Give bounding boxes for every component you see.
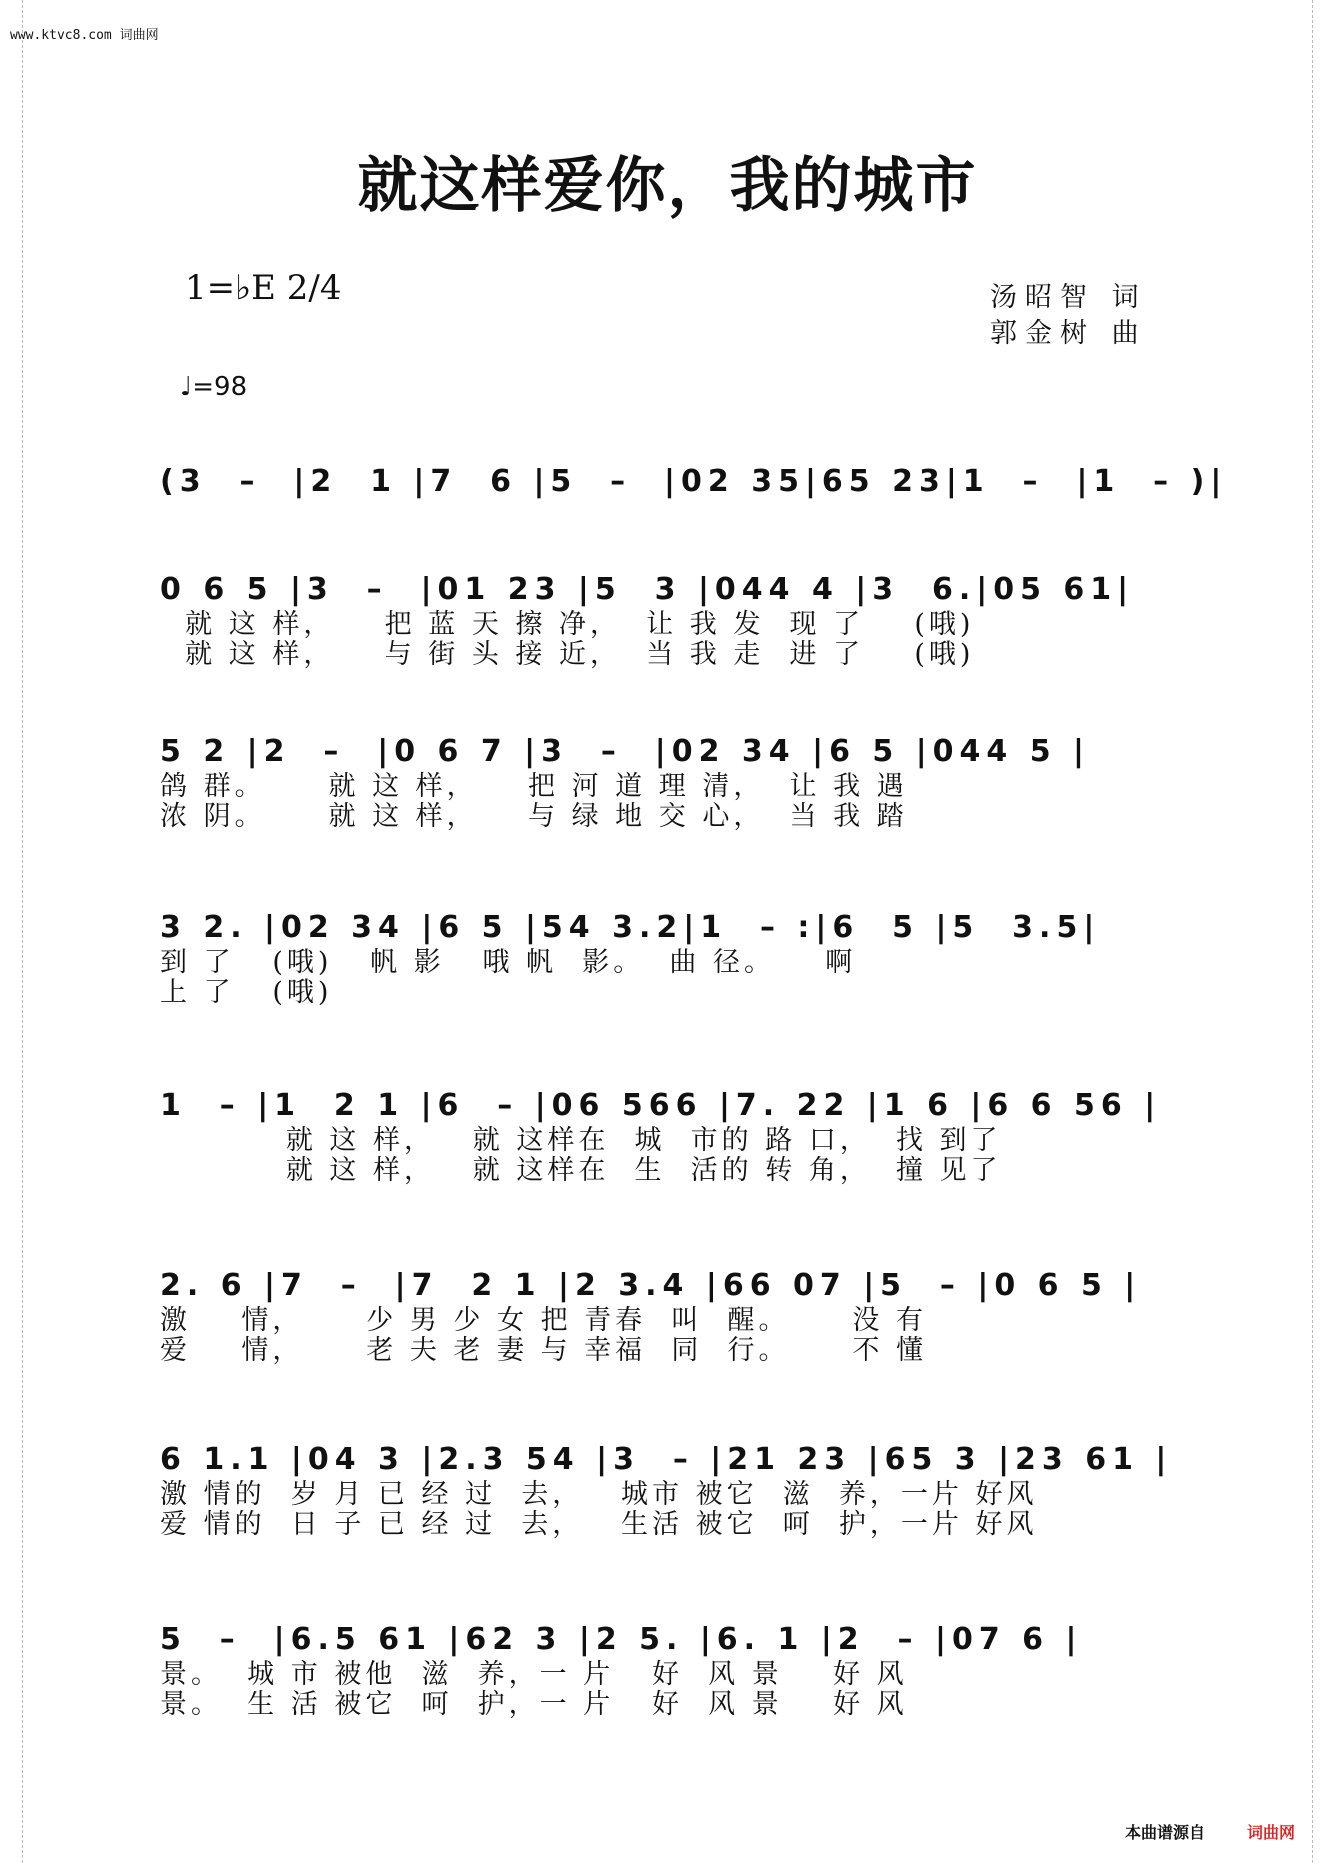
notes-line: (3 – |2 1 |7 6 |5 – |02 35|65 23|1 – |1 – )| [160,464,1228,499]
score-system-3 [160,732,1175,832]
lyrics-verse-1: 激 情， 少 男 少 女 把 青春 叫 醒。 没 有 [160,1305,927,1336]
credits [990,280,1147,352]
notes-line: 3 2. |02 34 |6 5 |54 3.2|1 – :|6 5 |5 3.5| [160,910,1101,945]
song-title: 就这样爱你，我的城市 [357,151,978,221]
score-system-7 [160,1440,1175,1540]
notes-line: 5 2 |2 – |0 6 7 |3 – |02 34 |6 5 |044 5 | [160,734,1090,769]
notes-line: 0 6 5 |3 – |01 23 |5 3 |044 4 |3 6.|05 61| [160,572,1135,607]
footer-source-label: 本曲谱源自 [1124,1823,1205,1842]
notes-line: 2. 6 |7 – |7 2 1 |2 3.4 |66 07 |5 – |0 6 5 | [160,1268,1142,1303]
lyrics-verse-1: 鸽 群。 就 这 样， 把 河 道 理 清， 让 我 遇 [160,771,908,802]
score-system-2 [160,570,1175,670]
lyrics-verse-1: 景。 城 市 被他 滋 养，一 片 好 风 景 好 风 [160,1659,908,1690]
lyrics-verse-1: 就 这 样， 把 蓝 天 擦 净， 让 我 发 现 了 (哦) [160,609,975,640]
key-signature: 1=♭E 2/4 [185,268,342,308]
lyrics-verse-2: 景。 生 活 被它 呵 护，一 片 好 风 景 好 风 [160,1689,908,1720]
lyrics-verse-2: 爱 情， 老 夫 老 妻 与 幸福 同 行。 不 懂 [160,1335,927,1366]
lyrics-verse-2: 爱 情的 日 子 已 经 过 去， 生活 被它 呵 护，一片 好风 [160,1509,1038,1540]
footer-site-link[interactable]: 词曲网 [1246,1823,1295,1842]
notes-line: 1 – |1 2 1 |6 – |06 566 |7. 22 |1 6 |6 6 56 | [160,1088,1162,1123]
lyrics-verse-2: 就 这 样， 与 街 头 接 近， 当 我 走 进 了 (哦) [160,639,975,670]
score-system-8 [160,1620,1175,1720]
composer: 郭金树 曲 [990,318,1147,349]
tempo-mark: ♩=98 [180,372,248,402]
lyrics-verse-1: 到 了 (哦) 帆 影 哦 帆 影。 曲 径。 啊 [160,947,857,978]
lyrics-verse-2: 上 了 (哦) [160,977,333,1008]
lyrics-verse-1: 激 情的 岁 月 已 经 过 去， 城市 被它 滋 养，一片 好风 [160,1479,1038,1510]
lyrics-verse-2: 浓 阴。 就 这 样， 与 绿 地 交 心， 当 我 踏 [160,801,908,832]
score-system-1 [160,462,1228,502]
score-system-5 [160,1086,1175,1186]
lyricist: 汤昭智 词 [990,282,1147,313]
notes-line: 6 1.1 |04 3 |2.3 54 |3 – |21 23 |65 3 |23 61 | [160,1442,1173,1477]
site-url: www.ktvc8.com 词曲网 [10,28,159,43]
lyrics-verse-2: 就 这 样， 就 这样在 生 活的 转 角， 撞 见了 [160,1155,1002,1186]
notes-line: 5 – |6.5 61 |62 3 |2 5. |6. 1 |2 – |07 6 | [160,1622,1083,1657]
lyrics-verse-1: 就 这 样， 就 这样在 城 市的 路 口， 找 到了 [160,1125,1002,1156]
right-margin-strip [1312,0,1335,1863]
score-system-6 [160,1266,1175,1366]
score-system-4 [160,908,1175,1008]
left-margin-strip [0,0,23,1863]
